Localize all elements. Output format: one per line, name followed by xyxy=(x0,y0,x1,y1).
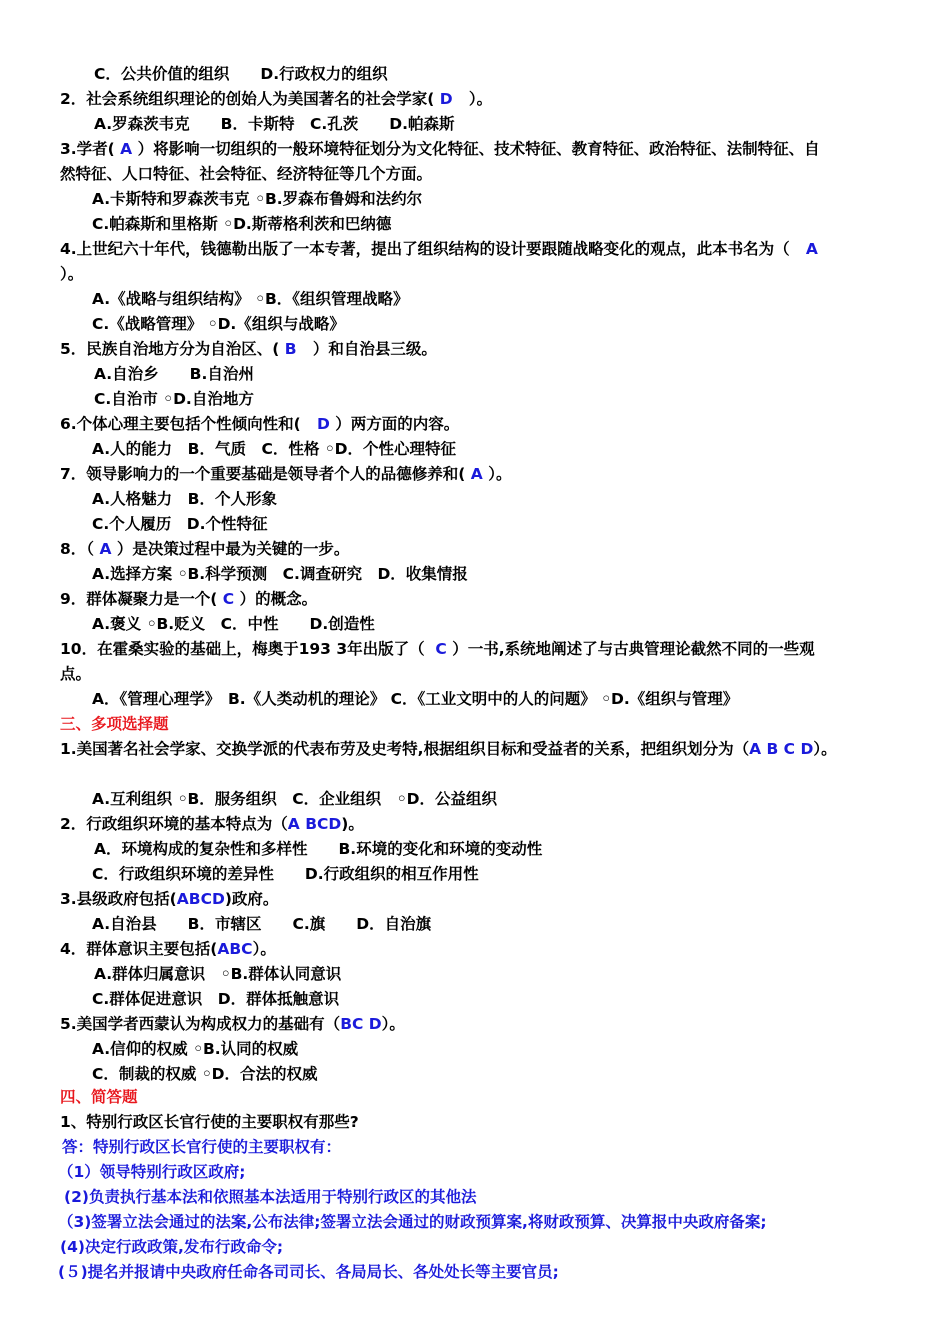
question-line xyxy=(60,538,349,560)
option-line xyxy=(94,963,341,985)
question-line xyxy=(60,1111,359,1133)
option-line xyxy=(94,388,254,410)
answer-label: C xyxy=(222,590,235,608)
option-text: A.选择方案 ◦B.科学预测 C.调查研究 D．收集情报 xyxy=(92,565,468,583)
option-text: A.自治县 B．市辖区 C.旗 D．自治旗 xyxy=(92,915,432,933)
answer-label: A xyxy=(120,140,133,158)
question-text: 1、特别行政区长官行使的主要职权有那些? xyxy=(60,1113,359,1131)
option-line xyxy=(92,1063,318,1085)
option-line xyxy=(94,363,254,385)
question-text: 9．群体凝聚力是一个( xyxy=(60,590,218,608)
answer-text: (５)提名并报请中央政府任命各司司长、各局局长、各处处长等主要官员; xyxy=(58,1263,559,1281)
option-line xyxy=(92,188,422,210)
question-text: 点。 xyxy=(60,665,92,683)
question-text: 然特征、人口特征、社会特征、经济特征等几个方面。 xyxy=(60,165,433,183)
question-text: 1.美国著名社会学家、交换学派的代表布劳及史考特,根据组织目标和受益者的关系，把组织划分为（ xyxy=(60,740,750,758)
option-text: A.互利组织 ◦B．服务组织 C．企业组织 ◦D．公益组织 xyxy=(92,790,497,808)
answer-point xyxy=(58,1261,559,1283)
answer-label: A B C D xyxy=(749,740,814,758)
option-line xyxy=(92,288,409,310)
question-text-end: ）是决策过程中最为关键的一步。 xyxy=(116,540,350,558)
question-text: 2．社会系统组织理论的创始人为美国著名的社会学家( xyxy=(60,90,435,108)
question-text: 3.学者( xyxy=(60,140,115,158)
question-text: 5．民族自治地方分为自治区、( xyxy=(60,340,280,358)
question-text-end: ）。 xyxy=(488,465,512,483)
question-line xyxy=(60,888,278,910)
question-text-end: ）。 xyxy=(813,740,837,758)
answer-text: （1）领导特别行政区政府; xyxy=(58,1163,246,1181)
question-text-end: ）。 xyxy=(381,1015,405,1033)
question-text: 7．领导影响力的一个重要基础是领导者个人的品德修养和( xyxy=(60,465,466,483)
question-line xyxy=(60,88,492,110)
option-text: A．《管理心理学》 B.《人类动机的理论》 C．《工业文明中的人的问题》 ◦D.《组织与管理》 xyxy=(92,690,739,708)
section-heading xyxy=(60,713,169,735)
question-text: ）。 xyxy=(60,265,84,283)
option-text: A.群体归属意识 ◦B.群体认同意识 xyxy=(94,965,342,983)
question-line xyxy=(60,238,818,260)
option-line xyxy=(92,788,497,810)
question-continuation xyxy=(60,263,83,285)
option-text: A.人的能力 B．气质 C．性格 ◦D．个性心理特征 xyxy=(92,440,457,458)
answer-label: D xyxy=(316,415,330,433)
answer-label: A xyxy=(99,540,112,558)
question-text: 10．在霍桑实验的基础上，梅奥于193 3年出版了（ xyxy=(60,640,425,658)
question-continuation xyxy=(60,663,91,685)
section-title: 四、简答题 xyxy=(60,1088,138,1106)
answer-label: ABC xyxy=(217,940,253,958)
option-line xyxy=(92,688,738,710)
answer-point xyxy=(58,1211,767,1233)
question-text: 6.个体心理主要包括个性倾向性和( xyxy=(60,415,301,433)
option-line xyxy=(94,838,542,860)
option-line xyxy=(92,313,345,335)
option-line xyxy=(92,563,468,585)
option-line xyxy=(94,113,455,135)
question-text: 5.美国学者西蒙认为构成权力的基础有（ xyxy=(60,1015,341,1033)
option-text: A.罗森茨韦克 B．卡斯特 C.孔茨 D.帕森斯 xyxy=(94,115,455,133)
option-text: C.《战略管理》 ◦D.《组织与战略》 xyxy=(92,315,345,333)
option-text: C.自治市 ◦D.自治地方 xyxy=(94,390,254,408)
option-text: C．公共价值的组织 D.行政权力的组织 xyxy=(94,65,388,83)
option-text: A.褒义 ◦B.贬义 C．中性 D.创造性 xyxy=(92,615,375,633)
question-line xyxy=(60,463,511,485)
question-text-end: ）两方面的内容。 xyxy=(335,415,460,433)
question-line xyxy=(60,1013,405,1035)
question-text-end: ）一书,系统地阐述了与古典管理论截然不同的一些观 xyxy=(452,640,815,658)
option-line xyxy=(92,513,268,535)
answer-label: BC D xyxy=(340,1015,382,1033)
option-line xyxy=(92,213,391,235)
answer-label: D xyxy=(439,90,453,108)
answer-text: 答：特别行政区长官行使的主要职权有： xyxy=(62,1138,342,1156)
option-text: C.帕森斯和里格斯 ◦D.斯蒂格利茨和巴纳德 xyxy=(92,215,392,233)
answer-point xyxy=(60,1236,283,1258)
option-text: C．行政组织环境的差异性 D.行政组织的相互作用性 xyxy=(92,865,479,883)
question-text-end: )政府。 xyxy=(224,890,279,908)
option-line xyxy=(92,988,339,1010)
question-text-end: ）将影响一切组织的一般环境特征划分为文化特征、技术特征、教育特征、政治特征、法制特征、自 xyxy=(137,140,820,158)
question-text: 2．行政组织环境的基本特点为（ xyxy=(60,815,288,833)
option-text: A．环境构成的复杂性和多样性 B.环境的变化和环境的变动性 xyxy=(94,840,543,858)
question-text: 4.上世纪六十年代，钱德勒出版了一本专著，提出了组织结构的设计要跟随战略变化的观点，此本书名为（ xyxy=(60,240,790,258)
question-text-end: ）和自治县三级。 xyxy=(312,340,437,358)
option-text: C.群体促进意识 D．群体抵触意识 xyxy=(92,990,340,1008)
answer-point xyxy=(64,1186,476,1208)
answer-label: A xyxy=(470,465,483,483)
question-text: 3.县级政府包括( xyxy=(60,890,177,908)
answer-label: B xyxy=(284,340,297,358)
section-title: 三、多项选择题 xyxy=(60,715,169,733)
answer-point xyxy=(58,1161,245,1183)
question-line xyxy=(60,338,437,360)
answer-label: ABCD xyxy=(176,890,225,908)
option-text: C.个人履历 D.个性特征 xyxy=(92,515,268,533)
question-text-end: )。 xyxy=(341,815,364,833)
question-line xyxy=(60,938,276,960)
option-text: A.人格魅力 B．个人形象 xyxy=(92,490,277,508)
section-heading xyxy=(60,1086,138,1108)
question-continuation xyxy=(60,163,432,185)
answer-text: (2)负责执行基本法和依照基本法适用于特别行政区的其他法 xyxy=(64,1188,477,1206)
option-text: A.卡斯特和罗森茨韦克 ◦B.罗森布鲁姆和法约尔 xyxy=(92,190,423,208)
question-text-end: ）的概念。 xyxy=(239,590,318,608)
option-text: A.信仰的权威 ◦B.认同的权威 xyxy=(92,1040,299,1058)
answer-label: A BCD xyxy=(287,815,342,833)
option-line xyxy=(92,863,479,885)
question-line xyxy=(60,638,815,660)
option-line xyxy=(92,488,277,510)
question-text: 8．（ xyxy=(60,540,95,558)
question-line xyxy=(60,413,459,435)
option-line xyxy=(92,913,431,935)
answer-label: A xyxy=(805,240,818,258)
answer-heading xyxy=(62,1136,341,1158)
question-line xyxy=(60,138,820,160)
question-line xyxy=(60,588,317,610)
answer-text: （3)签署立法会通过的法案,公布法律;签署立法会通过的财政预算案,将财政预算、决算报中央政府备案; xyxy=(58,1213,767,1231)
answer-text: (4)决定行政政策,发布行政命令; xyxy=(60,1238,284,1256)
question-text-end: ）。 xyxy=(468,90,493,108)
answer-label: C xyxy=(435,640,447,658)
question-line xyxy=(60,813,364,835)
option-text: A.《战略与组织结构》 ◦B．《组织管理战略》 xyxy=(92,290,409,308)
option-line xyxy=(92,613,375,635)
option-line xyxy=(94,63,388,85)
option-text: A.自治乡 B.自治州 xyxy=(94,365,254,383)
question-line xyxy=(60,738,837,760)
option-line xyxy=(92,1038,298,1060)
option-line xyxy=(92,438,456,460)
option-text: C．制裁的权威 ◦D．合法的权威 xyxy=(92,1065,318,1083)
question-text-end: ）。 xyxy=(252,940,276,958)
question-text: 4．群体意识主要包括( xyxy=(60,940,218,958)
